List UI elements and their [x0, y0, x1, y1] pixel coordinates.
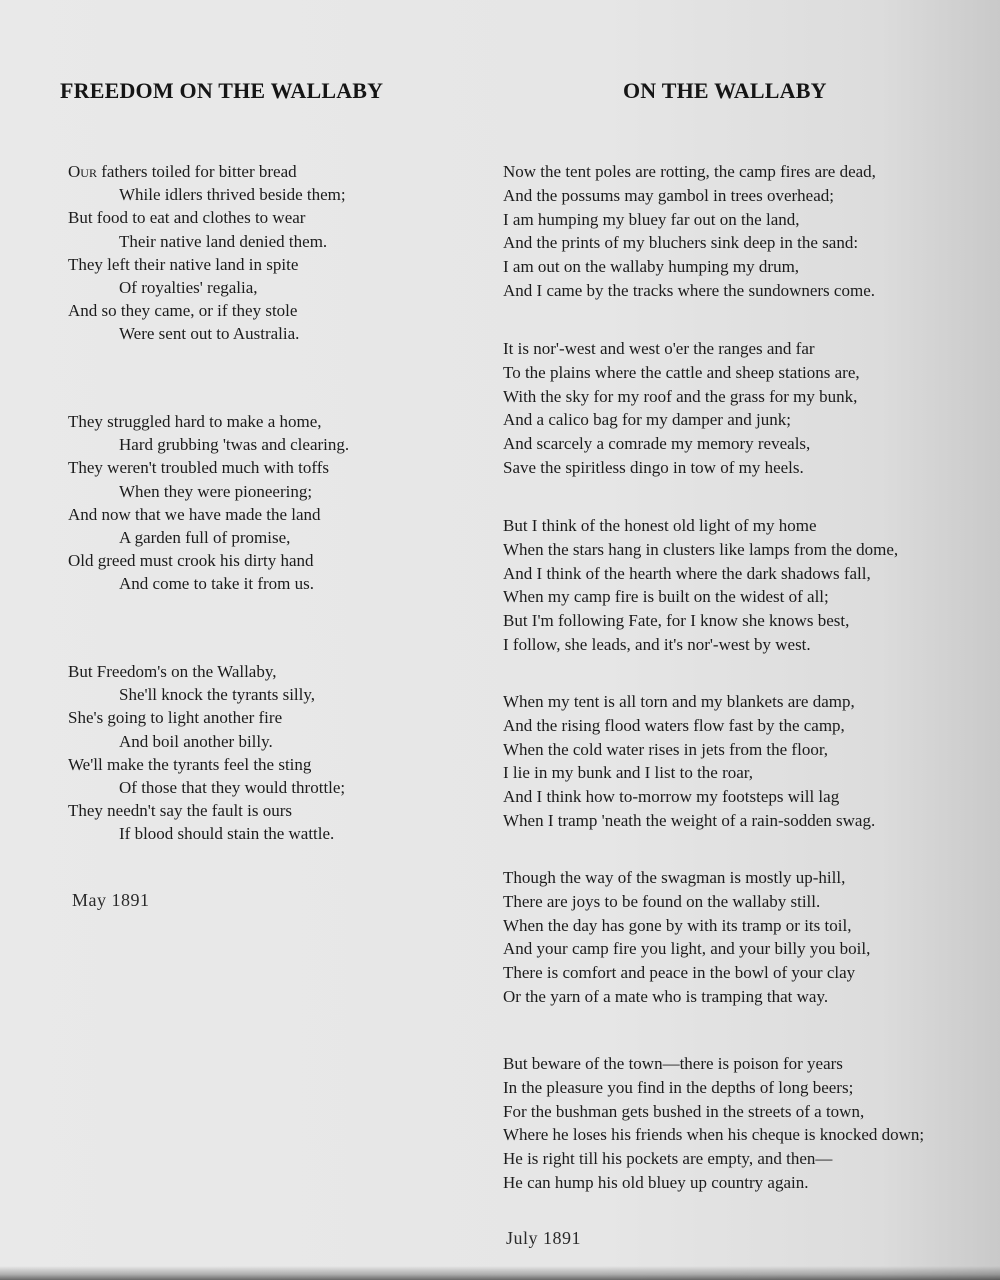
poem-line: And so they came, or if they stole — [68, 301, 298, 321]
poem-line: But Freedom's on the Wallaby, — [68, 662, 277, 681]
poem-line: Their native land denied them. — [119, 231, 328, 251]
poem-line: When I tramp 'neath the weight of a rain-sodden swag. — [503, 810, 876, 830]
poem-line: When the stars hang in clusters like lamps from the dome, — [503, 539, 899, 559]
left-poem-date: May 1891 — [72, 890, 150, 910]
poem-line: I lie in my bunk and I list to the roar, — [503, 763, 754, 783]
poem-line: When they were pioneering; — [119, 481, 313, 501]
poem-line: And the rising flood waters flow fast by the camp, — [503, 715, 845, 735]
poem-line: And the prints of my bluchers sink deep in the sand: — [503, 233, 859, 253]
poem-line: And I think how to-morrow my footsteps will lag — [503, 787, 840, 807]
right-stanza-1 — [503, 160, 876, 303]
poem-line: While idlers thrived beside them; — [119, 185, 346, 205]
poem-line: And the possums may gambol in trees overhead; — [503, 185, 834, 205]
left-poem-title: FREEDOM ON THE WALLABY — [60, 78, 384, 103]
poem-line: In the pleasure you find in the depths of long beers; — [503, 1077, 854, 1097]
left-stanza-2 — [68, 410, 349, 596]
poem-line: If blood should stain the wattle. — [119, 824, 335, 844]
right-stanza-2 — [503, 337, 860, 480]
poem-line: Of those that they would throttle; — [119, 778, 346, 798]
poem-line: When the cold water rises in jets from the floor, — [503, 739, 829, 759]
poem-line: They needn't say the fault is ours — [68, 801, 293, 821]
poem-line: And boil another billy. — [119, 731, 273, 751]
poem-line: And I think of the hearth where the dark shadows fall, — [503, 563, 871, 583]
poem-line: But beware of the town—there is poison for years — [503, 1054, 843, 1073]
poem-line: Save the spiritless dingo in tow of my heels. — [503, 457, 804, 477]
poem-line: He is right till his pockets are empty, and then— — [503, 1149, 833, 1169]
poem-line: Of royalties' regalia, — [119, 278, 258, 298]
drop-word: Our — [68, 162, 97, 181]
poem-line: She's going to light another fire — [68, 708, 283, 728]
poem-line: He can hump his old bluey up country again. — [503, 1172, 809, 1192]
poem-line: But I think of the honest old light of my home — [503, 516, 817, 535]
poem-line: When the day has gone by with its tramp or its toil, — [503, 915, 852, 935]
right-stanza-5 — [503, 866, 870, 1009]
poem-line: To the plains where the cattle and sheep stations are, — [503, 362, 860, 382]
poem-line: Our fathers toiled for bitter bread — [68, 162, 297, 181]
poem-line: Where he loses his friends when his cheque is knocked down; — [503, 1125, 925, 1145]
poem-line: When my camp fire is built on the widest of all; — [503, 587, 829, 607]
poem-line: She'll knock the tyrants silly, — [119, 685, 316, 705]
right-stanza-4 — [503, 690, 875, 833]
right-poem-date: July 1891 — [506, 1228, 582, 1248]
poem-line: Though the way of the swagman is mostly up-hill, — [503, 868, 846, 887]
poem-line: Now the tent poles are rotting, the camp fires are dead, — [503, 162, 876, 181]
left-stanza-3 — [68, 660, 345, 846]
poem-line: Old greed must crook his dirty hand — [68, 551, 314, 571]
poem-line: And your camp fire you light, and your billy you boil, — [503, 939, 871, 959]
poem-line: Hard grubbing 'twas and clearing. — [119, 435, 350, 455]
poem-line: A garden full of promise, — [119, 528, 291, 548]
right-stanza-6 — [503, 1052, 924, 1195]
poem-line: With the sky for my roof and the grass for my bunk, — [503, 386, 858, 406]
poem-line: I follow, she leads, and it's nor'-west by west. — [503, 634, 811, 654]
poem-line: We'll make the tyrants feel the sting — [68, 754, 312, 774]
poem-line: And now that we have made the land — [68, 504, 321, 524]
poem-line: For the bushman gets bushed in the streets of a town, — [503, 1101, 865, 1121]
poem-line: And I came by the tracks where the sundowners come. — [503, 280, 875, 300]
poem-line: And scarcely a comrade my memory reveals, — [503, 434, 811, 454]
poem-line: I am humping my bluey far out on the land, — [503, 209, 800, 229]
poem-line: And come to take it from us. — [119, 574, 314, 594]
poem-line: Were sent out to Australia. — [119, 324, 300, 344]
poem-line: There is comfort and peace in the bowl of your clay — [503, 963, 856, 983]
poem-line: They struggled hard to make a home, — [68, 412, 322, 431]
right-poem-title: ON THE WALLABY — [623, 78, 827, 103]
poem-line: When my tent is all torn and my blankets are damp, — [503, 692, 855, 711]
poem-line: It is nor'-west and west o'er the ranges and far — [503, 339, 815, 358]
poem-line: I am out on the wallaby humping my drum, — [503, 257, 800, 277]
right-stanza-3 — [503, 514, 898, 657]
poem-line: And a calico bag for my damper and junk; — [503, 410, 791, 430]
poem-line: There are joys to be found on the wallaby still. — [503, 891, 821, 911]
poem-line: They weren't troubled much with toffs — [68, 458, 329, 478]
left-stanza-1 — [68, 160, 346, 346]
poem-line: They left their native land in spite — [68, 254, 299, 274]
poem-line: But food to eat and clothes to wear — [68, 208, 306, 228]
poem-line: Or the yarn of a mate who is tramping that way. — [503, 986, 829, 1006]
poem-line: But I'm following Fate, for I know she knows best, — [503, 611, 850, 631]
